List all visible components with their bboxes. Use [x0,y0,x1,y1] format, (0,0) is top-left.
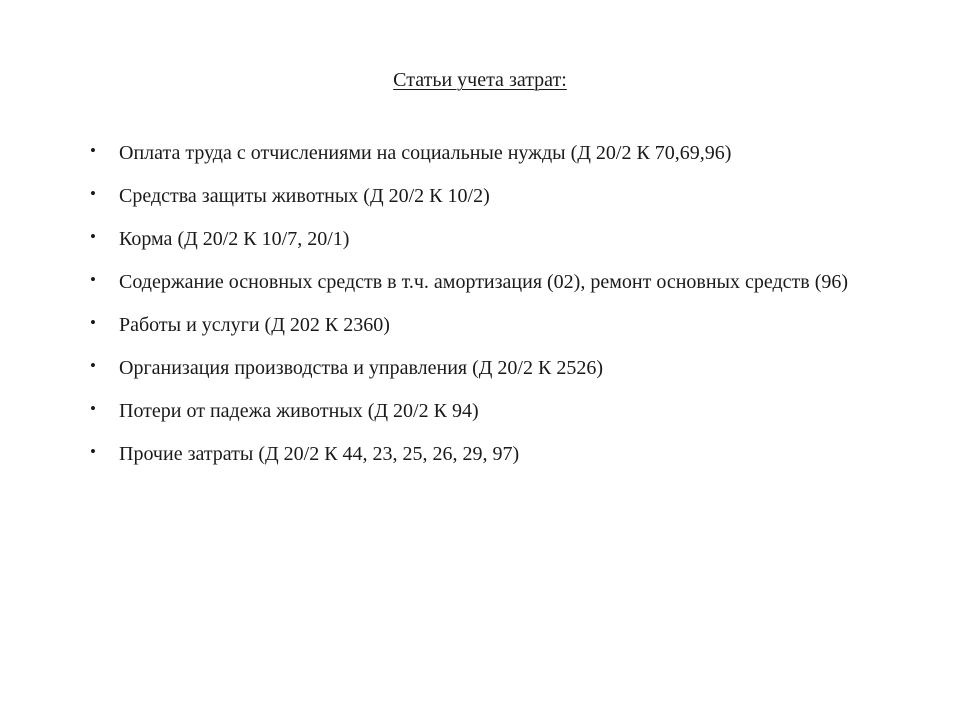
bullet-icon: • [90,227,96,246]
list-item [90,390,890,433]
list-item [90,304,890,347]
list-item [90,132,890,175]
list-item [90,175,890,218]
list-item-text: Содержание основных средств в т.ч. амортизация (02), ремонт основных средств (96) [119,271,849,293]
list-item [90,433,890,476]
list-item-text: Средства защиты животных (Д 20/2 К 10/2) [119,185,490,207]
list-item-text: Работы и услуги (Д 202 К 2360) [119,314,390,336]
list-item [90,218,890,261]
bullet-icon: • [90,270,96,289]
bullet-icon: • [90,141,96,160]
bullet-icon: • [90,399,96,418]
list-item-text: Потери от падежа животных (Д 20/2 К 94) [119,400,479,422]
list-item-text: Организация производства и управления (Д 20/2 К 2526) [119,357,603,379]
bullet-icon: • [90,184,96,203]
bullet-icon: • [90,356,96,375]
bullet-icon: • [90,313,96,332]
list-item [90,347,890,390]
list-item-text: Оплата труда с отчислениями на социальные нужды (Д 20/2 К 70,69,96) [119,142,732,164]
bullet-icon: • [90,442,96,461]
slide-title: Статьи учета затрат: [393,69,567,91]
list-item-text: Прочие затраты (Д 20/2 К 44, 23, 25, 26, 29, 97) [119,443,520,465]
cost-items-list [90,132,890,476]
list-item [90,261,890,304]
list-item-text: Корма (Д 20/2 К 10/7, 20/1) [119,228,350,250]
